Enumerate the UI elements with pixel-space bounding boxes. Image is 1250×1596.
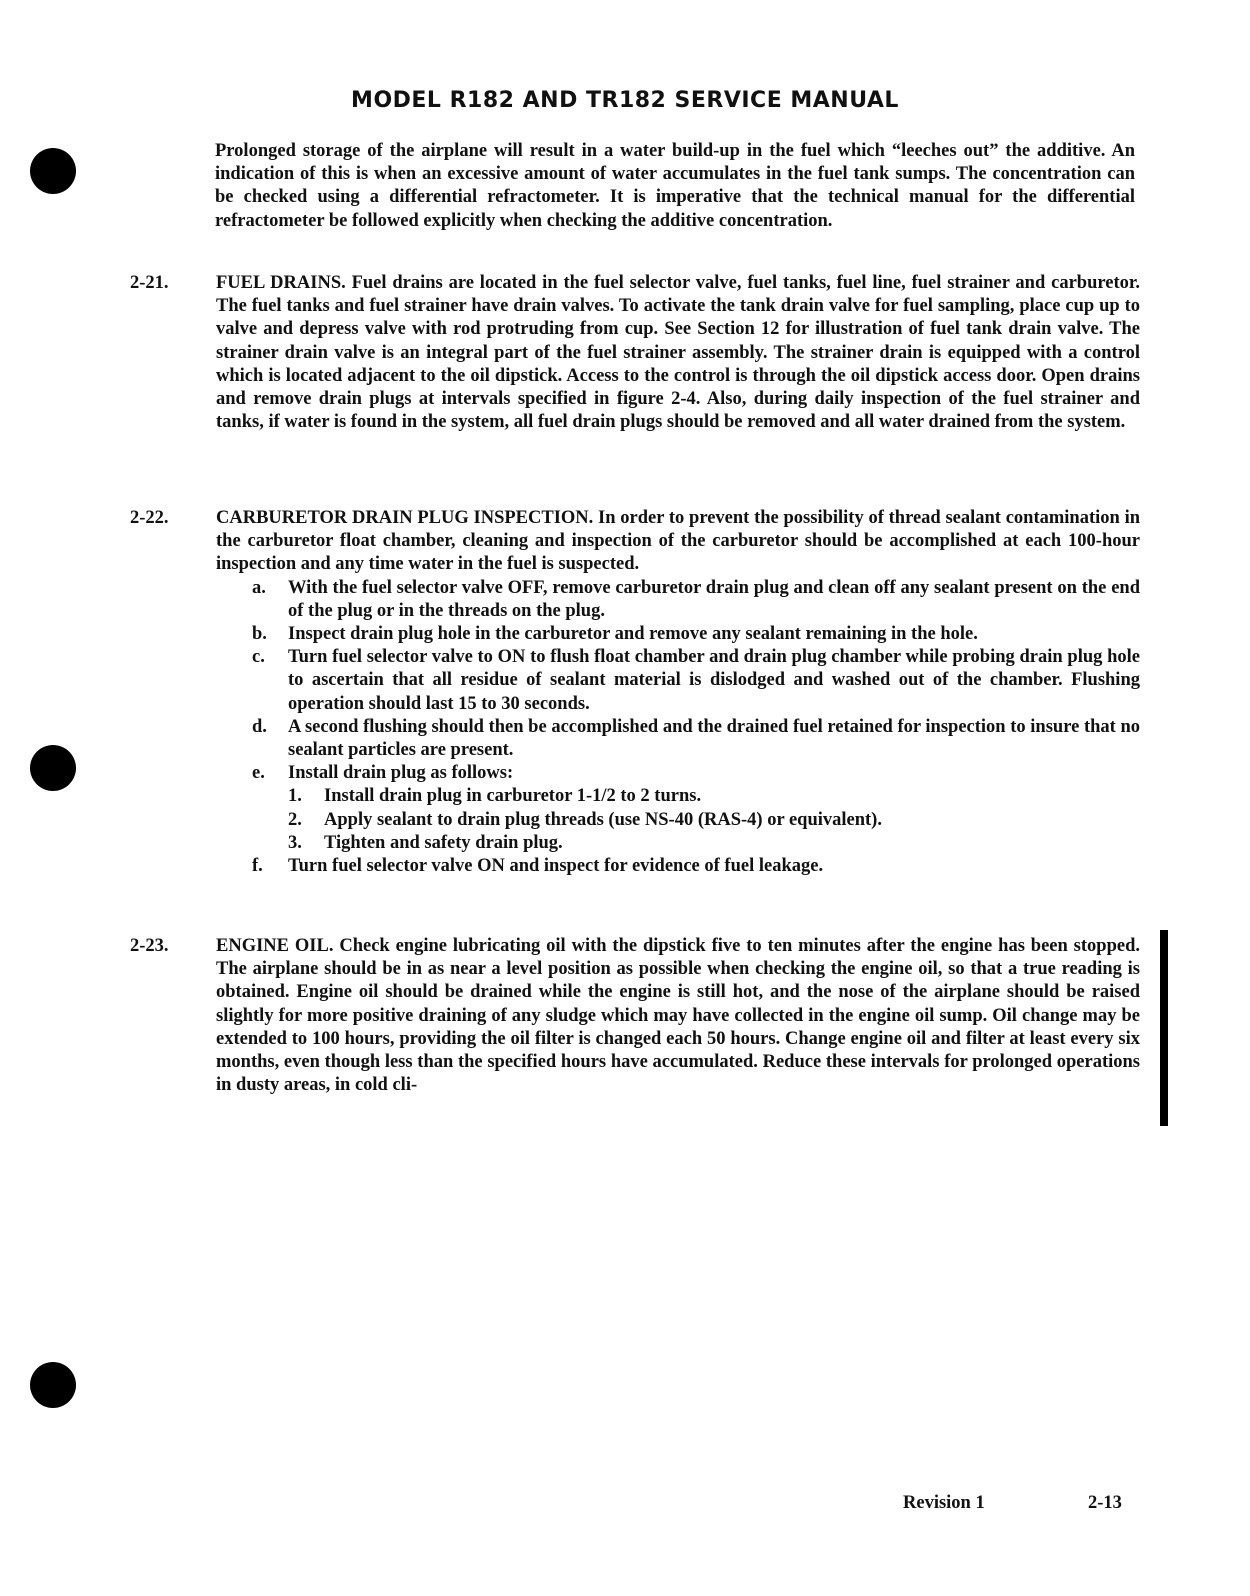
step-list	[216, 577, 1140, 879]
list-item	[216, 716, 1140, 762]
section-2-23	[130, 935, 1140, 1097]
section-body	[216, 507, 1140, 878]
list-item	[216, 577, 1140, 623]
substep-text: Install drain plug in carburetor 1-1/2 to 2 turns.	[324, 786, 702, 807]
binder-hole	[30, 745, 76, 791]
section-number: 2-23.	[130, 936, 169, 956]
section-2-22	[130, 507, 1140, 878]
substep-number: 2.	[288, 809, 302, 830]
revision-bar	[1160, 930, 1168, 1126]
revision-label: Revision 1	[903, 1493, 985, 1513]
list-item	[216, 809, 1140, 832]
step-text: Inspect drain plug hole in the carburetor and remove any sealant remaining in the hole.	[288, 624, 978, 645]
list-item	[216, 832, 1140, 855]
step-text: Turn fuel selector valve to ON to flush float chamber and drain plug chamber while probing drain plug hole to ascertain that all residue of sealant material is dislodged and washed out of the chamber. Flushing operation should last 15 to 30 seconds.	[288, 647, 1140, 714]
page-number: 2-13	[1088, 1493, 1122, 1513]
step-text: With the fuel selector valve OFF, remove carburetor drain plug and clean off any sealant present on the end of the plug or in the threads on the plug.	[288, 577, 1140, 621]
substep-text: Apply sealant to drain plug threads (use NS-40 (RAS-4) or equivalent).	[324, 809, 882, 830]
section-text: FUEL DRAINS. Fuel drains are located in the fuel selector valve, fuel tanks, fuel line, fuel strainer and carburetor. The fuel tanks and fuel strainer have drain valves. To activate the tank drain valve for fuel sampling, place cup up to valve and depress valve with rod protruding from cup. See Section 12 for illustration of fuel tank drain valve. The strainer drain valve is an integral part of the fuel strainer assembly. The strainer drain is equipped with a control which is located adjacent to the oil dipstick. Access to the control is through the oil dipstick access door. Open drains and remove drain plugs at intervals specified in figure 2-4. Also, during daily inspection of the fuel strainer and tanks, if water is found in the system, all fuel drain plugs should be removed and all water drained from the system.	[216, 273, 1140, 433]
section-number: 2-22.	[130, 508, 169, 528]
list-item	[216, 646, 1140, 716]
page-title: MODEL R182 AND TR182 SERVICE MANUAL	[351, 88, 899, 113]
binder-hole	[30, 148, 76, 194]
binder-hole	[30, 1362, 76, 1408]
list-item	[216, 762, 1140, 785]
list-item	[216, 785, 1140, 808]
substep-text: Tighten and safety drain plug.	[324, 832, 563, 853]
step-text: Install drain plug as follows:	[288, 763, 514, 784]
step-text: Turn fuel selector valve ON and inspect for evidence of fuel leakage.	[288, 856, 824, 877]
step-letter: f.	[252, 856, 263, 877]
step-letter: a.	[252, 577, 266, 598]
step-letter: c.	[252, 647, 265, 668]
substep-number: 1.	[288, 786, 302, 807]
intro-paragraph: Prolonged storage of the airplane will result in a water build-up in the fuel which “leeches out” the additive. An indication of this is when an excessive amount of water accumulates in the fuel tank sumps. The concentration can be checked using a differential refractometer. It is imperative that the technical manual for the differential refractometer be followed explicitly when checking the additive concentration.	[215, 141, 1135, 231]
step-letter: d.	[252, 716, 267, 737]
section-number: 2-21.	[130, 273, 169, 293]
list-item	[216, 855, 1140, 878]
section-text: CARBURETOR DRAIN PLUG INSPECTION. In order to prevent the possibility of thread sealant contamination in the carburetor float chamber, cleaning and inspection of the carburetor should be accomplished at each 100-hour inspection and any time water in the fuel is suspected.	[216, 508, 1140, 575]
substep-number: 3.	[288, 832, 302, 853]
step-letter: e.	[252, 763, 265, 784]
list-item	[216, 623, 1140, 646]
section-text: ENGINE OIL. Check engine lubricating oil with the dipstick five to ten minutes after the engine has been stopped. The airplane should be in as near a level position as possible when checking the engine oil, so that a true reading is obtained. Engine oil should be drained while the engine is still hot, and the nose of the airplane should be raised slightly for more positive draining of any sludge which may have collected in the engine oil sump. Oil change may be extended to 100 hours, providing the oil filter is changed each 50 hours. Change engine oil and filter at least every six months, even though less than the specified hours have accumulated. Reduce these intervals for prolonged operations in dusty areas, in cold cli-	[216, 936, 1140, 1096]
section-2-21	[130, 272, 1140, 434]
step-text: A second flushing should then be accomplished and the drained fuel retained for inspection to insure that no sealant particles are present.	[288, 716, 1140, 761]
step-letter: b.	[252, 624, 267, 645]
